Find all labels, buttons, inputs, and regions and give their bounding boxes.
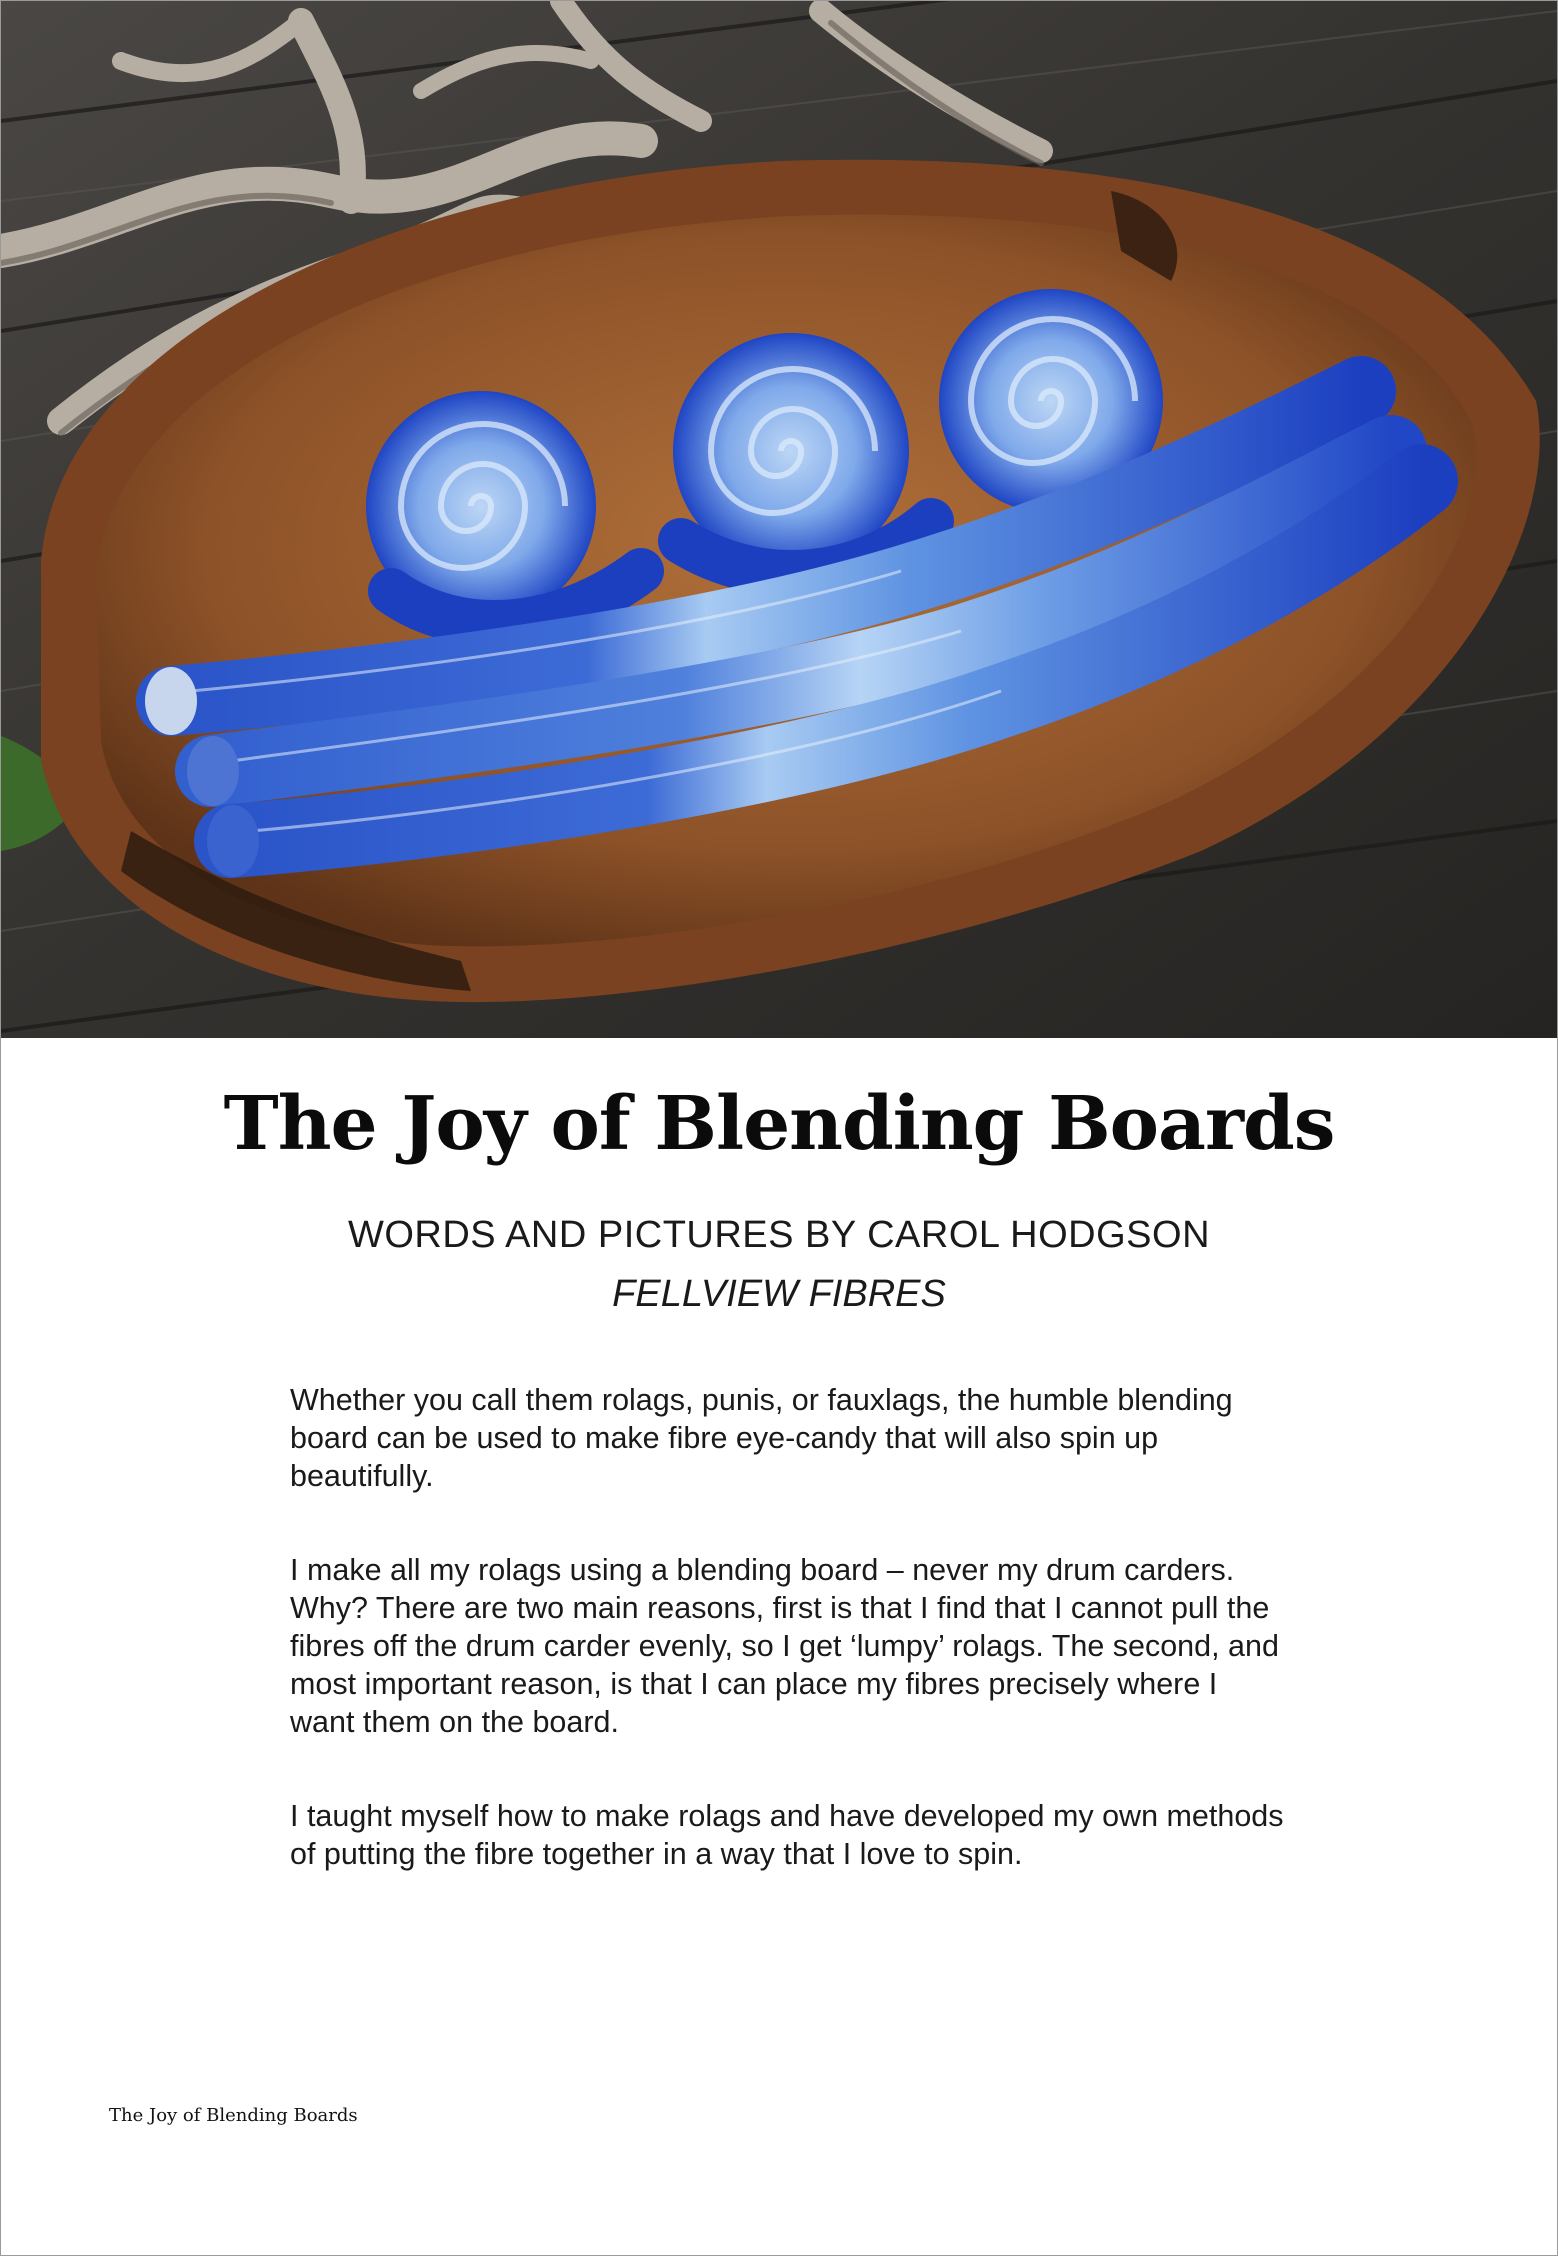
body-paragraph: I make all my rolags using a blending board – never my drum carders. Why? There are two main reasons, first is that I find that I cannot pull the fibres off the drum carder evenly, so I get ‘lumpy’ rolags. The second, and most important reason, is that I can place my fibres precisely where I want them on the board. [290, 1553, 1279, 1739]
article-body [290, 1381, 1290, 1929]
article-title: The Joy of Blending Boards [223, 1081, 1335, 1167]
brand-name: FELLVIEW FIBRES [612, 1273, 946, 1315]
header-photo-blue-rolags-in-wooden-bowl [1, 1, 1557, 1038]
footer-running-title: The Joy of Blending Boards [109, 2105, 358, 2126]
body-paragraph: Whether you call them rolags, punis, or fauxlags, the humble blending board can be used to make fibre eye-candy that will also spin up beautifully. [290, 1383, 1233, 1493]
body-paragraph: I taught myself how to make rolags and have developed my own methods of putting the fibre together in a way that I love to spin. [290, 1799, 1284, 1871]
author-byline: WORDS AND PICTURES BY CAROL HODGSON [347, 1214, 1211, 1256]
